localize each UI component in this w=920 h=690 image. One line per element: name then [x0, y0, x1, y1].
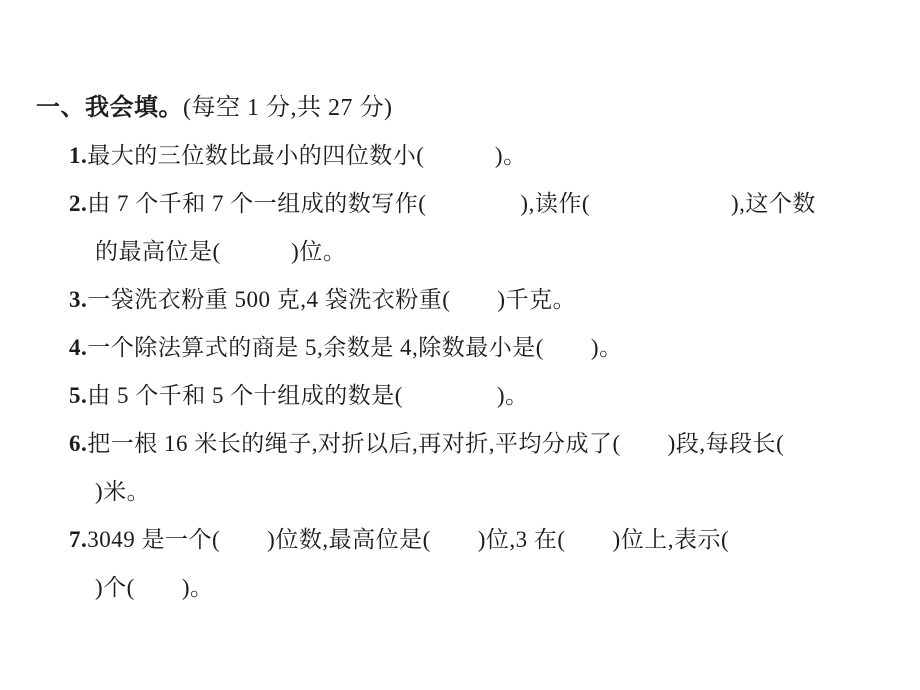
- question-5-number: 5.: [69, 383, 88, 408]
- question-6-text-line2: )米。: [95, 479, 151, 504]
- question-2-continuation: [95, 228, 920, 276]
- question-6-continuation: [95, 468, 920, 516]
- question-4-number: 4.: [69, 335, 88, 360]
- question-5-text: 由 5 个千和 5 个十组成的数是( )。: [87, 383, 529, 408]
- question-2-text: 由 7 个千和 7 个一组成的数写作( ),读作( ),这个数: [87, 191, 816, 216]
- question-6-text: 把一根 16 米长的绳子,对折以后,再对折,平均分成了( )段,每段长(: [87, 431, 785, 456]
- question-7-continuation: [95, 564, 920, 612]
- question-1-text: 最大的三位数比最小的四位数小( )。: [87, 143, 527, 168]
- question-6-number: 6.: [69, 431, 88, 456]
- question-2-text-line2: 的最高位是( )位。: [95, 239, 347, 264]
- question-7-text-line2: )个( )。: [95, 575, 214, 600]
- question-4-text: 一个除法算式的商是 5,余数是 4,除数最小是( )。: [87, 335, 623, 360]
- section-score-note: (每空 1 分,共 27 分): [183, 95, 393, 121]
- question-1-number: 1.: [69, 143, 88, 168]
- question-2-number: 2.: [69, 191, 88, 216]
- question-6: [69, 420, 920, 468]
- question-4: [69, 324, 920, 372]
- question-3-number: 3.: [69, 287, 88, 312]
- question-2: [69, 180, 920, 228]
- question-3: [69, 276, 920, 324]
- section-title-label: 一、我会填。: [36, 95, 183, 121]
- question-5: [69, 372, 920, 420]
- question-1: [69, 132, 920, 180]
- question-3-text: 一袋洗衣粉重 500 克,4 袋洗衣粉重( )千克。: [87, 287, 577, 312]
- question-7-number: 7.: [69, 527, 88, 552]
- question-7-text: 3049 是一个( )位数,最高位是( )位,3 在( )位上,表示(: [87, 527, 730, 552]
- question-7: [69, 516, 920, 564]
- section-title: [36, 84, 920, 132]
